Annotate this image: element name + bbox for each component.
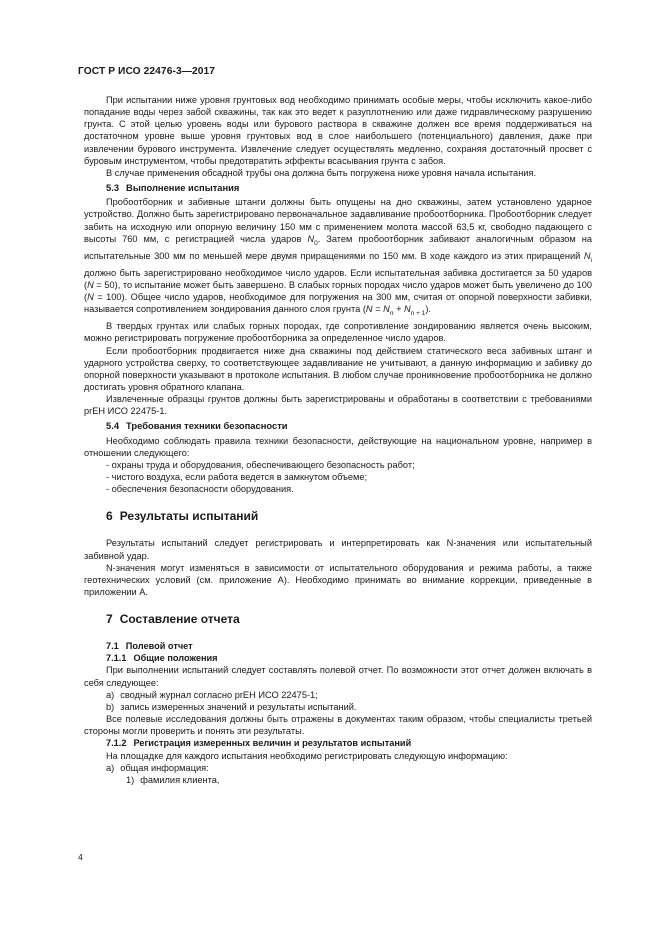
section-heading-7-1: 7.1 Полевой отчет (106, 641, 193, 652)
paragraph: Если пробоотборник продвигается ниже дна скважины под действием статического веса забивных штанг и ударного устройства сверху, то соответствующее задавливание не учитывают, а данную информацию и забивку до опорной поверхности указывают в протоколе испытания. В любом случае проникновение пробоотборника не должно достигать уровня обратного клапана. (84, 345, 592, 392)
section-heading-7-1-1: 7.1.1 Общие положения (106, 653, 218, 664)
list-item: a) сводный журнал согласно prEH ИСО 22475-1; (106, 689, 318, 700)
paragraph: При выполнении испытаний следует составлять полевой отчет. По возможности этот отчет должен включать в себя следующее: (84, 665, 592, 688)
section-heading-7-1-2: 7.1.2 Регистрация измеренных величин и результатов испытаний (106, 738, 412, 749)
paragraph: Результаты испытаний следует регистрировать и интерпретировать как N-значения или испытательный забивной удар. (84, 538, 592, 561)
section-heading-5-4: 5.4 Требования техники безопасности (106, 420, 288, 432)
section-heading-7: 7 Составление отчета (106, 612, 240, 627)
paragraph: Необходимо соблюдать правила техники безопасности, действующие на национальном уровне, например в отношении следующего: (84, 435, 592, 458)
list-item: 1) фамилия клиента, (126, 774, 220, 785)
document-body (84, 94, 592, 786)
paragraph: В твердых грунтах или слабых горных породах, где сопротивление зондированию является очень высоким, можно регистрировать погружение пробоотборника за определенное число ударов. (84, 321, 592, 344)
page-header: ГОСТ Р ИСО 22476-3—2017 (78, 66, 216, 77)
paragraph: Извлеченные образцы грунтов должны быть зарегистрированы и обработаны в соответствии с требованиями prEH ИСО 22475-1. (84, 394, 592, 417)
list-item: b) запись измеренных значений и результаты испытаний. (106, 701, 357, 712)
paragraph: N-значения могут изменяться в зависимости от испытательного оборудования и режима работы, а также геотехнических условий (см. приложение А). Необходимо принимать во внимание коррекции, приведенные в приложении А. (84, 562, 592, 597)
list-item: a) общая информация: (106, 762, 209, 773)
paragraph: На площадке для каждого испытания необходимо регистрировать следующую информацию: (106, 750, 508, 761)
paragraph: Пробоотборник и забивные штанги должны быть опущены на дно скважины, затем установлено ударное устройство. Должно быть зарегистрировано первоначальное задавливание пробоотборника. Пробоотборник следует забить на исходную или опорную величину 150 мм с применением молота массой 63,5 кг, свободно падающего с высоты 760 мм, с регистрацией числа ударов $N_0$. Затем пробоотборник забивают аналогичным образом на испытательные 300 мм по меньшей мере двумя приращениями по 150 мм. В ходе каждого из этих приращений $N_i$ должно быть зарегистрировано необходимое число ударов. Если испытательная забивка достигается за 50 ударов (N = 50), то испытание может быть завершено. В слабых горных породах число ударов может быть увеличено до 100 (N = 100). Общее число ударов, необходимое для погружения на 300 мм, считая от опорной поверхности забивки, называется сопротивлением зондирования данного слоя грунта $(N = N_n + N_{n + 1})$. (84, 197, 593, 318)
list-item: - охраны труда и оборудования, обеспечивающего безопасность работ; (106, 459, 415, 470)
paragraph: Все полевые исследования должны быть отражены в документах таким образом, чтобы специалисты третьей стороны могли проверить и понять эти результаты. (84, 714, 592, 737)
paragraph: В случае применения обсадной трубы она должна быть погружена ниже уровня начала испытания. (106, 167, 537, 178)
section-heading-5-3: 5.3 Выполнение испытания (106, 182, 240, 194)
list-item: - обеспечения безопасности оборудования. (106, 484, 294, 495)
paragraph: При испытании ниже уровня грунтовых вод необходимо принимать особые меры, чтобы исключить какое-либо попадание воды через забой скважины, так как это ведет к разуплотнению или даже гидравлическому разрушению грунта. С этой целью уровень воды или бурового раствора в скважине должен все время поддерживаться на достаточном уровне выше уровня грунтовых вод в слое наибольшего (потенциального) давления, даже при извлечении бурового инструмента. Извлечение следует осуществлять медленно, сохраняя достаточный просвет c буровым инструментом, чтобы предотвратить эффекты всасывания грунта с забоя. (84, 95, 592, 166)
section-heading-6: 6 Результаты испытаний (106, 509, 259, 524)
page-number: 4 (78, 852, 83, 862)
list-item: - чистого воздуха, если работа ведется в замкнутом объеме; (106, 472, 368, 483)
